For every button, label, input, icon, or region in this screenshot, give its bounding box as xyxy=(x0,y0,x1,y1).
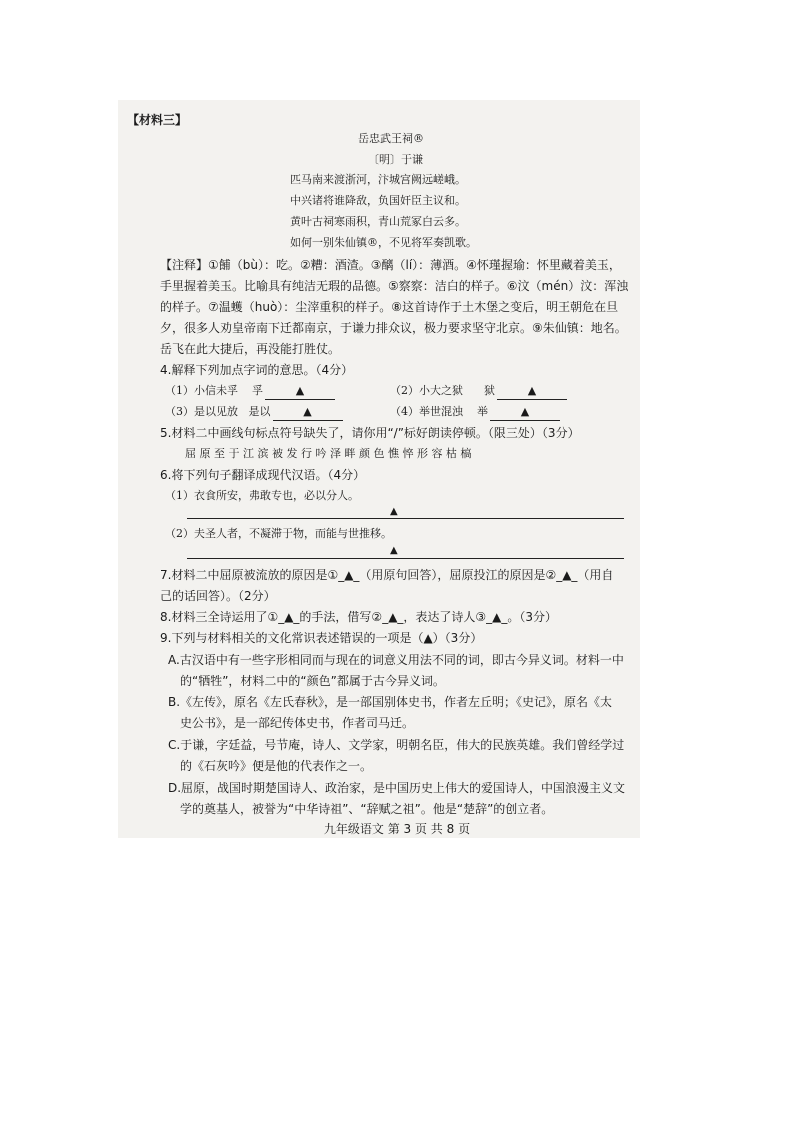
q5-sentence: 屈 原 至 于 江 滨 被 发 行 吟 泽 畔 颜 色 憔 悴 形 容 枯 槁 xyxy=(185,447,472,460)
q5-stem: 5.材料二中画线句标点符号缺失了，请你用“/”标好朗读停顿。（限三处）（3分） xyxy=(160,426,580,440)
notes-line-1: 【注释】①餔（bù）：吃。②糟：酒渣。③醨（lí）：薄酒。④怀瑾握瑜：怀里藏着美玉， xyxy=(160,258,621,272)
page-footer: 九年级语文 第 3 页 共 8 页 xyxy=(323,822,471,836)
poem-line-4: 如何一别朱仙镇®，不见将军奏凯歌。 xyxy=(290,236,477,249)
answer-blank[interactable]: ▲ xyxy=(490,404,560,421)
q9-option-a-line-1: A.古汉语中有一些字形相同而与现在的词意义用法不同的词，即古今异义词。材料一中 xyxy=(168,653,624,667)
poem-author: 〔明〕于谦 xyxy=(368,153,423,166)
poem-line-2: 中兴诸将谁降敌，负国奸臣主议和。 xyxy=(290,194,466,207)
answer-blank[interactable]: ▲ xyxy=(497,383,567,400)
notes-line-4: 夕，很多人劝皇帝南下迁都南京，于谦力排众议，极力要求坚守北京。⑨朱仙镇：地名。 xyxy=(160,321,627,335)
q7-line-1: 7.材料二中屈原被流放的原因是①_▲_（用原句回答），屈原投江的原因是②_▲_（用自 xyxy=(160,568,614,582)
answer-line[interactable] xyxy=(187,558,624,559)
poem-line-1: 匹马南来渡浙河，汴城宫阙远嵯峨。 xyxy=(290,173,466,186)
notes-line-2: 手里握着美玉。比喻具有纯洁无瑕的品德。⑤察察：洁白的样子。⑥汶（mén）汶：浑浊 xyxy=(160,279,629,293)
answer-mark: ▲ xyxy=(390,545,398,556)
q9-option-a-line-2: 的“牺牲”，材料二中的“颜色”都属于古今异义词。 xyxy=(180,674,445,688)
answer-line[interactable] xyxy=(187,518,624,519)
q6-sentence-1: （1）衣食所安，弗敢专也，必以分人。 xyxy=(165,489,359,502)
poem-line-3: 黄叶古祠寒雨积，青山荒冢白云多。 xyxy=(290,215,466,228)
q6-sentence-2: （2）夫圣人者，不凝滞于物，而能与世推移。 xyxy=(165,527,392,540)
q9-stem: 9.下列与材料相关的文化常识表述错误的一项是（▲）（3分） xyxy=(160,631,483,645)
q4-item-4: （4）举世混浊 举 ▲ xyxy=(390,404,560,421)
answer-blank[interactable]: ▲ xyxy=(265,383,335,400)
notes-line-3: 的样子。⑦温蠖（huò）：尘滓重积的样子。⑧这首诗作于土木堡之变后，明王朝危在旦 xyxy=(160,300,619,314)
material-label: 【材料三】 xyxy=(127,113,188,127)
q4-item-3: （3）是以见放 是以 ▲ xyxy=(165,404,343,421)
q7-line-2: 己的话回答）。（2分） xyxy=(160,589,276,603)
q9-option-d-line-1: D.屈原，战国时期楚国诗人、政治家，是中国历史上伟大的爱国诗人，中国浪漫主义文 xyxy=(168,781,626,795)
q4-item-1: （1）小信未孚 孚 ▲ xyxy=(165,383,335,400)
poem-title: 岳忠武王祠® xyxy=(358,132,424,145)
q9-option-b-line-1: B.《左传》，原名《左氏春秋》，是一部国别体史书，作者左丘明；《史记》，原名《太 xyxy=(168,695,613,709)
notes-line-5: 岳飞在此大捷后，再没能打胜仗。 xyxy=(160,342,341,356)
q9-option-c-line-2: 的《石灰吟》便是他的代表作之一。 xyxy=(180,759,373,773)
q9-option-c-line-1: C.于谦，字廷益，号节庵，诗人、文学家，明朝名臣，伟大的民族英雄。我们曾经学过 xyxy=(168,738,625,752)
q9-option-d-line-2: 学的奠基人，被誉为“中华诗祖”、“辞赋之祖”。他是“楚辞”的创立者。 xyxy=(180,802,554,816)
q6-stem: 6.将下列句子翻译成现代汉语。（4分） xyxy=(160,468,366,482)
q4-item-2: （2）小大之狱 狱 ▲ xyxy=(390,383,567,400)
q8-stem: 8.材料三全诗运用了①_▲_的手法，借写②_▲_，表达了诗人③_▲_。（3分） xyxy=(160,610,558,624)
q4-stem: 4.解释下列加点字词的意思。（4分） xyxy=(160,363,354,377)
q9-option-b-line-2: 史公书》，是一部纪传体史书，作者司马迁。 xyxy=(180,716,415,730)
answer-mark: ▲ xyxy=(390,506,398,517)
answer-blank[interactable]: ▲ xyxy=(273,404,343,421)
